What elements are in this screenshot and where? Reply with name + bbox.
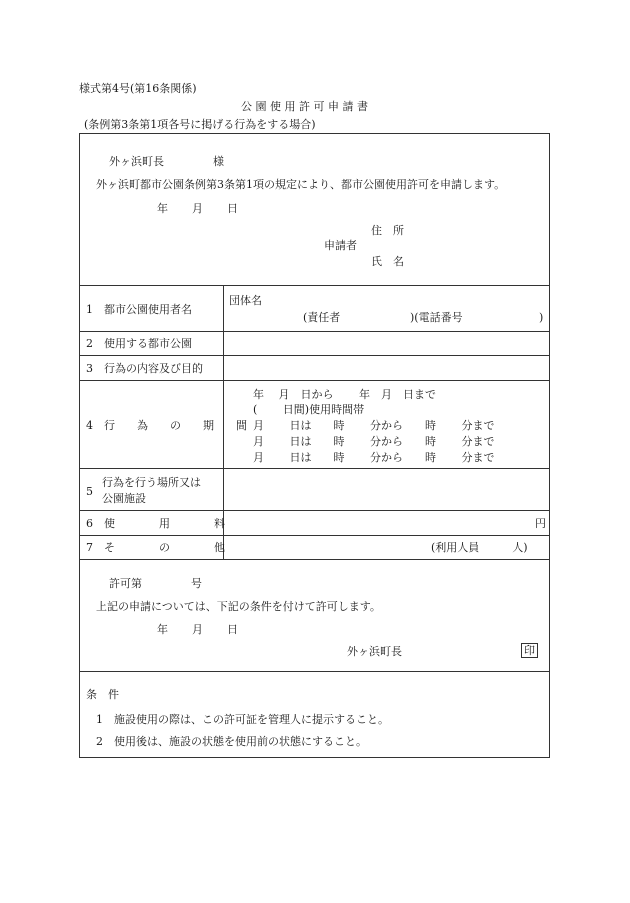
closing-paren: ) xyxy=(539,311,544,324)
period-line: ( 日間)使用時間帯 xyxy=(253,403,365,416)
row-label-park: 2 使用する都市公園 xyxy=(86,337,192,350)
fee-unit: 円 xyxy=(535,517,546,530)
divider xyxy=(80,285,549,286)
phone-number-label: )(電話番号 xyxy=(410,311,463,324)
divider xyxy=(80,380,549,381)
permit-date-year: 年 xyxy=(157,623,168,636)
seal-mark: 印 xyxy=(521,643,538,658)
divider xyxy=(80,559,549,560)
row-number: 5 xyxy=(86,485,93,498)
divider xyxy=(80,671,549,672)
condition-item: 2 使用後は、施設の状態を使用前の状態にすること。 xyxy=(96,735,367,748)
form-number: 様式第4号(第16条関係) xyxy=(79,82,197,95)
permit-date-month: 月 xyxy=(192,623,203,636)
application-form xyxy=(79,133,550,758)
period-line: 月 日は 時 分から 時 分まで xyxy=(253,451,495,464)
addressee: 外ヶ浜町長 xyxy=(109,155,164,168)
date-month: 月 xyxy=(192,202,203,215)
row-label-fee: 6 使 用 料 xyxy=(86,517,225,530)
address-label: 住 所 xyxy=(371,224,404,237)
row-label-user-name: 1 都市公園使用者名 xyxy=(86,303,192,316)
permit-statement: 上記の申請については、下記の条件を付けて許可します。 xyxy=(96,600,381,613)
divider xyxy=(80,510,549,511)
period-line: 年 月 日から 年 月 日まで xyxy=(253,388,436,401)
organization-label: 団体名 xyxy=(229,294,262,307)
divider xyxy=(80,331,549,332)
honorific: 様 xyxy=(213,155,224,168)
responsible-person-label: (責任者 xyxy=(303,311,341,324)
permit-number-suffix: 号 xyxy=(191,577,202,590)
row-label-place: 行為を行う場所又は xyxy=(102,476,201,489)
row-label-period: 4 行 為 の 期 間 xyxy=(86,419,247,432)
issuer: 外ヶ浜町長 xyxy=(347,645,402,658)
condition-item: 1 施設使用の際は、この許可証を管理人に提示すること。 xyxy=(96,713,389,726)
date-day: 日 xyxy=(227,202,238,215)
application-statement: 外ヶ浜町都市公園条例第3条第1項の規定により、都市公園使用許可を申請します。 xyxy=(96,178,506,191)
date-year: 年 xyxy=(157,202,168,215)
form-subtitle: (条例第3条第1項各号に掲げる行為をする場合) xyxy=(84,118,316,131)
number-of-users: (利用人員 人) xyxy=(431,541,528,554)
name-label: 氏 名 xyxy=(371,255,404,268)
divider xyxy=(80,355,549,356)
permit-number-label: 許可第 xyxy=(109,577,142,590)
row-label-facility: 公園施設 xyxy=(102,492,146,505)
period-line: 月 日は 時 分から 時 分まで xyxy=(253,435,495,448)
period-line: 月 日は 時 分から 時 分まで xyxy=(253,419,495,432)
divider xyxy=(80,468,549,469)
permit-date-day: 日 xyxy=(227,623,238,636)
divider xyxy=(80,535,549,536)
row-label-other: 7 そ の 他 xyxy=(86,541,225,554)
form-title: 公 園 使 用 許 可 申 請 書 xyxy=(241,100,368,113)
row-label-purpose: 3 行為の内容及び目的 xyxy=(86,362,203,375)
conditions-heading: 条 件 xyxy=(86,688,119,701)
applicant-label: 申請者 xyxy=(324,239,357,252)
